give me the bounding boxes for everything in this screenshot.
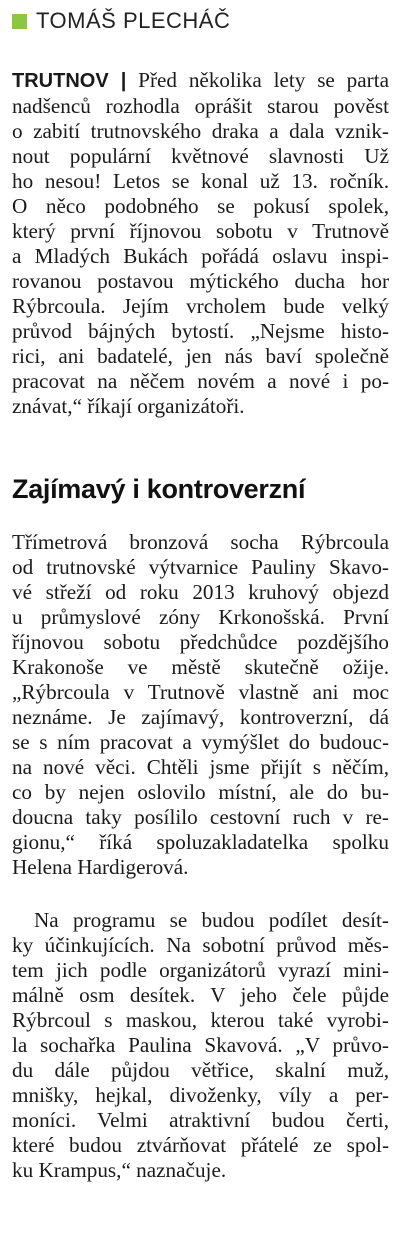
paragraph-program <box>12 908 389 1183</box>
dateline: TRUTNOV | <box>12 70 127 92</box>
text-line: rovanou postavou mýtického ducha hor <box>12 269 389 293</box>
text-line: Třímetrová bronzová socha Rýbrcoula <box>12 530 389 554</box>
text-line: ky účinkujících. Na sobotní průvod měs- <box>12 933 389 957</box>
section-heading: Zajímavý i kontroverzní <box>12 474 306 504</box>
text-line: nadšenců rozhodla oprášit starou pověst <box>12 94 389 118</box>
author-name: TOMÁŠ PLECHÁČ <box>36 8 231 33</box>
text-line: na nové věci. Chtěli jsme přijít s něčím, <box>12 755 389 779</box>
text-line: průvod bájných bytostí. „Nejsme histo- <box>12 319 389 343</box>
text-line: rici, ani badatelé, jen nás baví společně <box>12 344 389 368</box>
text-line: u průmyslové zóny Krkonošská. První <box>12 605 389 629</box>
text-line: gionu,“ říká spoluzakladatelka spolku <box>12 830 389 854</box>
text-line: ho nesou! Letos se konal už 13. ročník. <box>12 169 389 193</box>
paragraph-statue <box>12 530 389 880</box>
text-line: které budou ztvárňovat přátelé ze spol- <box>12 1133 389 1157</box>
text-line: du dále půjdou větřice, skalní muž, <box>12 1058 389 1082</box>
text-line: la sochařka Paulina Skavová. „V průvo- <box>12 1033 389 1057</box>
text-line: a Mladých Bukách pořádá oslavu inspi- <box>12 244 389 268</box>
text-line <box>12 68 389 94</box>
paragraph-intro <box>12 68 389 419</box>
intro-first-line: Před několika lety se parta <box>126 68 390 92</box>
text-line: doucna taky posílilo cestovní ruch v re- <box>12 805 389 829</box>
text-line: Rýbrcoul s maskou, kterou také vyrobi- <box>12 1008 389 1032</box>
text-line: od trutnovské výtvarnice Pauliny Skavo- <box>12 555 389 579</box>
text-line: „Rýbrcoula v Trutnově vlastně ani moc <box>12 680 389 704</box>
text-line: O něco podobného se pokusí spolek, <box>12 194 389 218</box>
text-line: znávat,“ říkají organizátoři. <box>12 394 245 418</box>
text-line: moníci. Velmi atraktivní budou čerti, <box>12 1108 389 1132</box>
text-line: Helena Hardigerová. <box>12 855 189 879</box>
byline-square-marker <box>12 14 27 29</box>
text-line: neznáme. Je zajímavý, kontroverzní, dá <box>12 705 389 729</box>
text-line: o zabití trutnovského draka a dala vznik- <box>12 119 389 143</box>
text-line: říjnovou sobotu předchůdce pozdějšího <box>12 630 389 654</box>
text-line: Rýbrcoula. Jejím vrcholem bude velký <box>12 294 389 318</box>
text-line: Krakonoše ve městě skutečně ožije. <box>12 655 389 679</box>
text-line: který první říjnovou sobotu v Trutnově <box>12 219 389 243</box>
text-line: málně osm desítek. V jeho čele půjde <box>12 983 389 1007</box>
text-line: pracovat na něčem novém a nové i po- <box>12 369 389 393</box>
text-line: ku Krampus,“ naznačuje. <box>12 1158 227 1182</box>
byline <box>12 8 230 34</box>
text-line: se s ním pracovat a vymýšlet do budouc- <box>12 730 389 754</box>
text-line: vé střeží od roku 2013 kruhový objezd <box>12 580 389 604</box>
text-line: nout populární květnové slavnosti Už <box>12 144 389 168</box>
text-line: mnišky, hejkal, divoženky, víly a per- <box>12 1083 389 1107</box>
text-line: co by nejen oslovilo místní, ale do bu- <box>12 780 389 804</box>
text-line: tem jich podle organizátorů vyrazí mini- <box>12 958 389 982</box>
text-line: Na programu se budou podílet desít- <box>34 908 389 932</box>
